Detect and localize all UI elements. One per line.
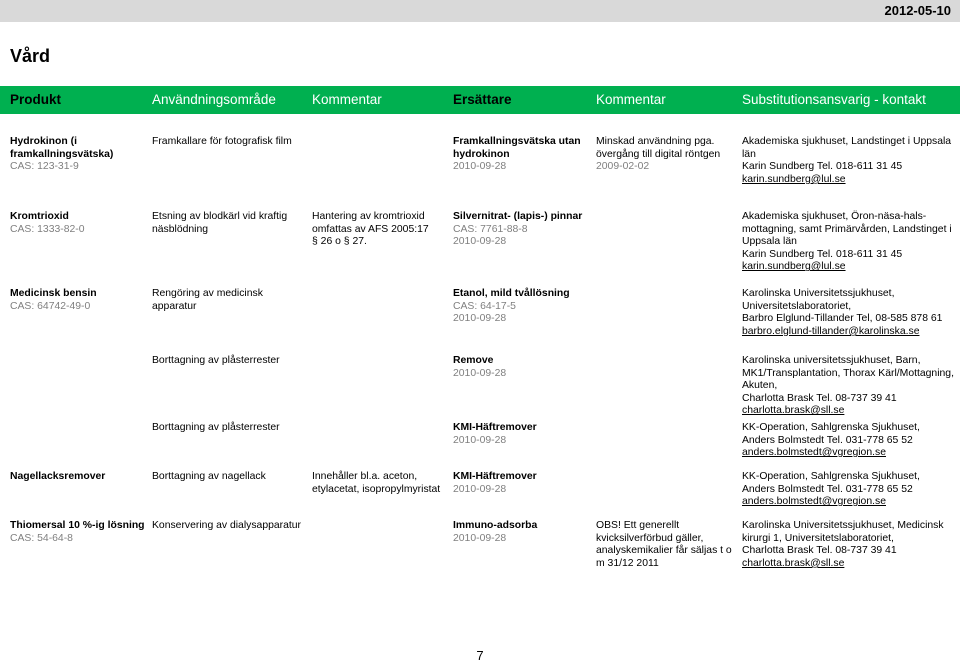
- product-name: Medicinsk bensin: [10, 288, 97, 299]
- replacement-cell: [453, 355, 588, 380]
- comment2-cell: OBS! Ett generellt kvicksilverförbud gäller, analyskemikalier får säljas t o m 31/12 2011: [596, 520, 732, 569]
- replacement-cell: [453, 136, 588, 174]
- contact-email-link[interactable]: charlotta.brask@sll.se: [742, 557, 845, 569]
- replacement-date: 2010-09-28: [453, 161, 507, 173]
- cas-number: CAS: 123-31-9: [10, 161, 79, 173]
- header-kommentar-2: Kommentar: [596, 92, 666, 107]
- replacement-date: 2010-09-28: [453, 532, 507, 544]
- page-number: 7: [476, 648, 484, 663]
- contact-org: Karolinska universitetssjukhuset, Barn, MK1/Transplantation, Thorax Kärl/Mottagning, Akuten,: [742, 355, 954, 392]
- contact-org: KK-Operation, Sahlgrenska Sjukhuset,: [742, 471, 920, 482]
- use-cell: Konservering av dialysapparatur: [152, 520, 302, 531]
- product-name: Thiomersal 10 %-ig lösning: [10, 520, 145, 531]
- replacement-name: Immuno-adsorba: [453, 520, 538, 531]
- replacement-name: KMI-Häftremover: [453, 422, 537, 433]
- contact-org: Akademiska sjukhuset, Landstinget i Uppsala län: [742, 136, 952, 160]
- contact-org: Akademiska sjukhuset, Öron-näsa-hals-mottagning, samt Primärvården, Landstinget i Uppsala län: [742, 211, 952, 248]
- contact-person: Anders Bolmstedt Tel. 031-778 65 52: [742, 483, 913, 495]
- contact-email-link[interactable]: anders.bolmstedt@vgregion.se: [742, 447, 886, 459]
- product-cell: [10, 211, 135, 236]
- header-anvandningsomrade: Användningsområde: [152, 92, 276, 107]
- replacement-name: Silvernitrat- (lapis-) pinnar: [453, 211, 583, 222]
- contact-email-link[interactable]: anders.bolmstedt@vgregion.se: [742, 496, 886, 508]
- date-bar: [0, 0, 960, 22]
- contact-person: Barbro Elglund-Tillander Tel, 08-585 878 61: [742, 313, 943, 325]
- header-substitutionsansvarig: Substitutionsansvarig - kontakt: [742, 92, 926, 107]
- header-ersattare: Ersättare: [453, 92, 512, 107]
- replacement-cell: [453, 520, 588, 545]
- contact-org: Karolinska Universitetssjukhuset, Universitetslaboratoriet,: [742, 288, 895, 312]
- comment-cell: Hantering av kromtrioxid omfattas av AFS 2005:17 § 26 o § 27.: [312, 211, 429, 248]
- product-cell: [10, 471, 135, 484]
- contact-person: Anders Bolmstedt Tel. 031-778 65 52: [742, 434, 913, 446]
- header-produkt: Produkt: [10, 92, 62, 107]
- header-kommentar: Kommentar: [312, 92, 382, 107]
- contact-email-link[interactable]: karin.sundberg@lul.se: [742, 261, 846, 273]
- comment2-date: 2009-02-02: [596, 161, 650, 173]
- contact-cell: [742, 520, 954, 570]
- use-cell: Rengöring av medicinsk apparatur: [152, 288, 263, 312]
- use-cell: Framkallare för fotografisk film: [152, 136, 292, 147]
- replacement-name: Framkallningsvätska utan hydrokinon: [453, 136, 581, 160]
- contact-person: Karin Sundberg Tel. 018-611 31 45: [742, 248, 903, 260]
- product-cell: [10, 288, 135, 313]
- replacement-cas: CAS: 7761-88-8: [453, 223, 528, 235]
- contact-person: Karin Sundberg Tel. 018-611 31 45: [742, 161, 903, 173]
- cas-number: CAS: 64742-49-0: [10, 300, 91, 312]
- contact-email-link[interactable]: charlotta.brask@sll.se: [742, 405, 845, 417]
- replacement-date: 2010-09-28: [453, 483, 507, 495]
- contact-cell: [742, 288, 954, 338]
- contact-cell: [742, 355, 954, 418]
- contact-cell: [742, 136, 954, 186]
- comment2-cell: [596, 136, 731, 174]
- use-cell: Etsning av blodkärl vid kraftig näsblödning: [152, 211, 288, 235]
- product-name: Nagellacksremover: [10, 471, 106, 482]
- date-label: 2012-05-10: [884, 3, 951, 18]
- replacement-cell: [453, 211, 588, 249]
- product-name: Hydrokinon (i framkallningsvätska): [10, 136, 114, 160]
- contact-org: KK-Operation, Sahlgrenska Sjukhuset,: [742, 422, 920, 433]
- use-cell: Borttagning av nagellack: [152, 471, 266, 482]
- use-cell: Borttagning av plåsterrester: [152, 422, 280, 433]
- contact-cell: [742, 211, 954, 274]
- replacement-cell: [453, 288, 588, 326]
- replacement-name: Etanol, mild tvållösning: [453, 288, 570, 299]
- page-title: Vård: [10, 46, 51, 66]
- replacement-date: 2010-09-28: [453, 236, 507, 248]
- replacement-date: 2010-09-28: [453, 434, 507, 446]
- replacement-name: Remove: [453, 355, 494, 366]
- table-header: [0, 86, 960, 114]
- comment-cell: Innehåller bl.a. aceton, etylacetat, isopropylmyristat: [312, 471, 441, 495]
- contact-cell: [742, 471, 954, 509]
- product-cell: [10, 136, 135, 174]
- contact-email-link[interactable]: barbro.elglund-tillander@karolinska.se: [742, 325, 920, 337]
- cas-number: CAS: 1333-82-0: [10, 223, 85, 235]
- contact-person: Charlotta Brask Tel. 08-737 39 41: [742, 545, 897, 557]
- contact-cell: [742, 422, 954, 460]
- replacement-cas: CAS: 64-17-5: [453, 300, 516, 312]
- product-name: Kromtrioxid: [10, 211, 69, 222]
- replacement-name: KMI-Häftremover: [453, 471, 537, 482]
- use-cell: Borttagning av plåsterrester: [152, 355, 280, 366]
- comment2-text: Minskad användning pga. övergång till digital röntgen: [596, 136, 721, 160]
- contact-person: Charlotta Brask Tel. 08-737 39 41: [742, 392, 897, 404]
- replacement-date: 2010-09-28: [453, 313, 507, 325]
- contact-email-link[interactable]: karin.sundberg@lul.se: [742, 173, 846, 185]
- replacement-cell: [453, 422, 588, 447]
- product-cell: [10, 520, 150, 545]
- replacement-cell: [453, 471, 588, 496]
- cas-number: CAS: 54-64-8: [10, 532, 73, 544]
- replacement-date: 2010-09-28: [453, 367, 507, 379]
- contact-org: Karolinska Universitetssjukhuset, Medicinsk kirurgi 1, Universitetslaboratoriet,: [742, 520, 944, 544]
